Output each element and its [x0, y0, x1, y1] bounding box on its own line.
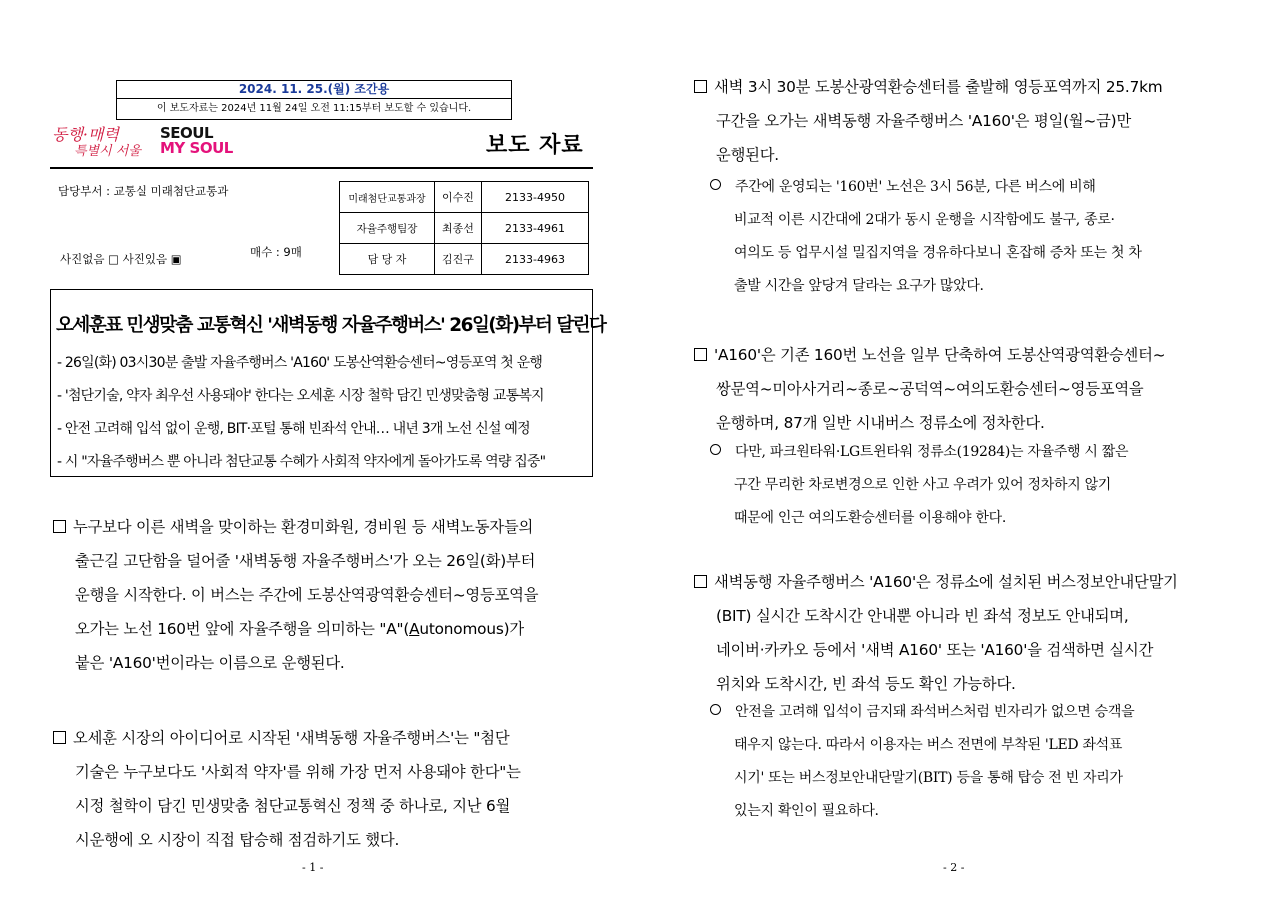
- contact-row: [340, 213, 589, 244]
- contact-name: 김진구: [435, 244, 482, 275]
- body-paragraph: [694, 565, 1239, 701]
- paragraph-line: 있는지 확인이 필요하다.: [734, 803, 879, 819]
- paragraph-line: [694, 70, 1239, 104]
- logo-mysoul-text: MY SOUL: [160, 139, 233, 157]
- contact-phone: 2133-4961: [482, 213, 589, 244]
- circle-bullet-icon: [710, 179, 721, 190]
- contact-name: 이수진: [435, 182, 482, 213]
- paragraph-line: 운행을 시작한다. 이 버스는 주간에 도봉산역광역환승센터~영등포역을: [75, 586, 539, 604]
- paragraph-line: 운행하며, 87개 일반 시내버스 정류소에 정차한다.: [716, 414, 1045, 432]
- checkbox-bullet-icon: [53, 520, 66, 533]
- department: 담당부서 : 교통실 미래첨단교통과: [58, 184, 229, 198]
- headline: 오세훈표 민생맞춤 교통혁신 '새벽동행 자율주행버스' 26일(화)부터 달린다: [56, 315, 606, 336]
- checkbox-bullet-icon: [694, 80, 707, 93]
- page-number: - 2 -: [943, 861, 965, 874]
- line-text: 오세훈 시장의 아이디어로 시작된 '새벽동행 자율주행버스'는 "첨단: [73, 729, 510, 747]
- paragraph-line: [53, 612, 598, 646]
- publication-date: 2024. 11. 25.(월) 조간용: [117, 81, 511, 99]
- paragraph-line: 비교적 이른 시간대에 2대가 동시 운행을 시작함에도 불구, 종로·: [734, 212, 1115, 228]
- line-text: 새벽 3시 30분 도봉산광역환승센터를 출발해 영등포역까지 25.7km: [714, 78, 1163, 96]
- subheadline: - 안전 고려해 입석 없이 운행, BIT·포털 통해 빈좌석 안내… 내년 3개 노선 신설 예정: [57, 421, 530, 437]
- paragraph-line: 여의도 등 업무시설 밀집지역을 경유하다보니 혼잡해 증차 또는 첫 차: [734, 245, 1142, 261]
- paragraph-line: 구간을 오가는 새벽동행 자율주행버스 'A160'은 평일(월~금)만: [716, 112, 1132, 130]
- paragraph-line: 운행된다.: [716, 146, 779, 164]
- body-paragraph: [53, 721, 598, 857]
- circle-bullet-icon: [710, 444, 721, 455]
- paragraph-line: [694, 565, 1239, 599]
- subheadline: - 시 "자율주행버스 뿐 아니라 첨단교통 수혜가 사회적 약자에게 돌아가도록 역량 집중": [57, 454, 546, 470]
- page-count: 매수 : 9매: [250, 245, 302, 259]
- subheadline: - '첨단기술, 약자 최우선 사용돼야' 한다는 오세훈 시장 철학 담긴 민생맞춤형 교통복지: [57, 388, 544, 404]
- paragraph-line: [53, 721, 598, 755]
- line-text: 새벽동행 자율주행버스 'A160'은 정류소에 설치된 버스정보안내단말기: [714, 573, 1178, 591]
- checkbox-bullet-icon: [53, 731, 66, 744]
- sub-paragraph: [710, 171, 1240, 303]
- date-box: [116, 80, 512, 120]
- contact-role: 미래첨단교통과장: [340, 182, 435, 213]
- contact-phone: 2133-4950: [482, 182, 589, 213]
- line-text: 주간에 운영되는 '160번' 노선은 3시 56분, 다른 버스에 비해: [735, 179, 1096, 195]
- slogan-line-2: 특별시 서울: [74, 144, 141, 159]
- subheadline: - 26일(화) 03시30분 출발 자율주행버스 'A160' 도봉산역환승센터~영등포역 첫 운행: [57, 355, 543, 371]
- paragraph-line: 출근길 고단함을 덜어줄 '새벽동행 자율주행버스'가 오는 26일(화)부터: [75, 552, 536, 570]
- paragraph-line: 구간 무리한 차로변경으로 인한 사고 우려가 있어 정차하지 않기: [734, 477, 1112, 493]
- sub-paragraph: [710, 696, 1240, 828]
- paragraph-line: [710, 436, 1240, 469]
- body-paragraph: [53, 510, 598, 680]
- line-text: 누구보다 이른 새벽을 맞이하는 환경미화원, 경비원 등 새벽노동자들의: [73, 518, 534, 536]
- paragraph-line: [53, 510, 598, 544]
- embargo-notice: 이 보도자료는 2024년 11월 24일 오전 11:15부터 보도할 수 있습니다.: [156, 103, 472, 114]
- underlined-letter: A: [409, 620, 420, 638]
- paragraph-line: 위치와 도착시간, 빈 좌석 등도 확인 가능하다.: [716, 675, 1016, 693]
- checkbox-bullet-icon: [694, 575, 707, 588]
- seoul-my-soul-logo: [160, 126, 233, 156]
- contact-table: [339, 181, 589, 275]
- contact-role: 담 당 자: [340, 244, 435, 275]
- line-text: utonomous)가: [419, 620, 524, 638]
- body-paragraph: [694, 70, 1239, 172]
- photo-indicator: 사진없음 □ 사진있음 ▣: [60, 252, 182, 266]
- paragraph-line: 네이버·카카오 등에서 '새벽 A160' 또는 'A160'을 검색하면 실시간: [716, 641, 1154, 659]
- line-text: 'A160'은 기존 160번 노선을 일부 단축하여 도봉산역광역환승센터~: [714, 346, 1166, 364]
- paragraph-line: 태우지 않는다. 따라서 이용자는 버스 전면에 부착된 'LED 좌석표: [734, 737, 1123, 753]
- checkbox-bullet-icon: [694, 348, 707, 361]
- contact-name: 최종선: [435, 213, 482, 244]
- logo-seoul-text: SEOUL: [160, 124, 214, 142]
- contact-row: [340, 244, 589, 275]
- page-number: - 1 -: [302, 861, 324, 874]
- paragraph-line: [710, 696, 1240, 729]
- contact-row: [340, 182, 589, 213]
- paragraph-line: 시기' 또는 버스정보안내단말기(BIT) 등을 통해 탑승 전 빈 자리가: [734, 770, 1123, 786]
- press-release-title: 보도 자료: [486, 133, 584, 158]
- paragraph-line: [710, 171, 1240, 204]
- sub-paragraph: [710, 436, 1240, 535]
- contact-phone: 2133-4963: [482, 244, 589, 275]
- paragraph-line: 때문에 인근 여의도환승센터를 이용해야 한다.: [734, 510, 1007, 526]
- header-divider: [50, 167, 593, 169]
- paragraph-line: 쌍문역~미아사거리~종로~공덕역~여의도환승센터~영등포역을: [716, 380, 1144, 398]
- body-paragraph: [694, 338, 1239, 440]
- paragraph-line: 출발 시간을 앞당겨 달라는 요구가 많았다.: [734, 278, 984, 294]
- line-text: 오가는 노선 160번 앞에 자율주행을 의미하는 "A"(: [75, 620, 410, 638]
- paragraph-line: 시운행에 오 시장이 직접 탑승해 점검하기도 했다.: [75, 831, 400, 849]
- paragraph-line: (BIT) 실시간 도착시간 안내뿐 아니라 빈 좌석 정보도 안내되며,: [716, 607, 1129, 625]
- line-text: 안전을 고려해 입석이 금지돼 좌석버스처럼 빈자리가 없으면 승객을: [735, 704, 1135, 720]
- slogan-line-1: 동행·매력: [52, 125, 119, 144]
- contact-role: 자율주행팀장: [340, 213, 435, 244]
- circle-bullet-icon: [710, 704, 721, 715]
- paragraph-line: 붙은 'A160'번이라는 이름으로 운행된다.: [75, 654, 345, 672]
- line-text: 다만, 파크원타워·LG트윈타워 정류소(19284)는 자율주행 시 짧은: [735, 444, 1129, 460]
- paragraph-line: [694, 338, 1239, 372]
- seoul-slogan-logo: [52, 126, 141, 160]
- paragraph-line: 시정 철학이 담긴 민생맞춤 첨단교통혁신 정책 중 하나로, 지난 6월: [75, 797, 511, 815]
- paragraph-line: 기술은 누구보다도 '사회적 약자'를 위해 가장 먼저 사용돼야 한다"는: [75, 763, 521, 781]
